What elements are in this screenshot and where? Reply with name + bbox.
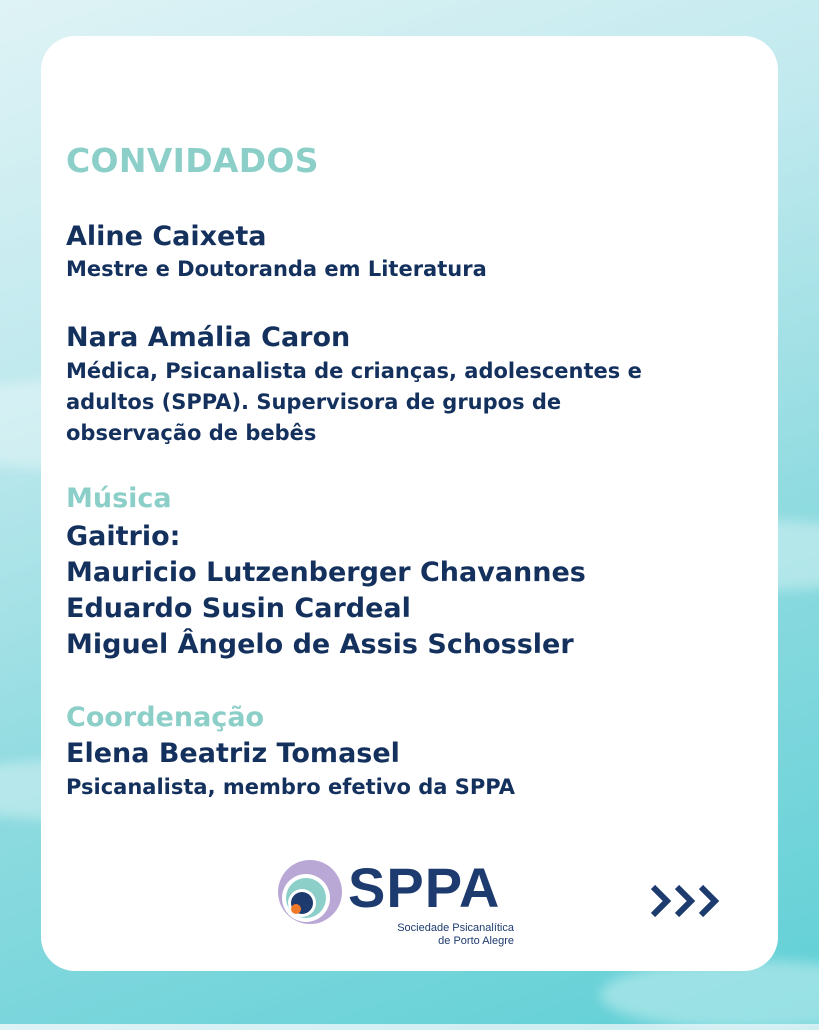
music-member: Mauricio Lutzenberger Chavannes xyxy=(66,557,586,588)
coordination-label: Coordenação xyxy=(66,702,265,733)
music-member: Miguel Ângelo de Assis Schossler xyxy=(66,629,574,660)
coordinator-description: Psicanalista, membro efetivo da SPPA xyxy=(66,775,516,799)
logo-subtitle: Sociedade Psicanalítica xyxy=(397,922,514,934)
page-title: CONVIDADOS xyxy=(66,141,319,180)
music-label: Música xyxy=(66,483,172,514)
logo-subtitle: de Porto Alegre xyxy=(438,935,514,947)
guest-description: Mestre e Doutoranda em Literatura xyxy=(66,257,487,281)
sppa-logo xyxy=(276,854,536,954)
chevron-triple-right-icon[interactable] xyxy=(649,881,729,921)
logo-wordmark: SPPA xyxy=(348,856,501,919)
music-group: Gaitrio: xyxy=(66,521,181,552)
content-card xyxy=(41,36,778,971)
guest-name: Nara Amália Caron xyxy=(66,322,351,353)
guest-description: observação de bebês xyxy=(66,421,317,445)
guest-name: Aline Caixeta xyxy=(66,221,267,252)
music-member: Eduardo Susin Cardeal xyxy=(66,593,411,624)
coordinator-name: Elena Beatriz Tomasel xyxy=(66,738,400,769)
spiral-logo-icon xyxy=(276,858,344,926)
guest-description: Médica, Psicanalista de crianças, adolescentes e xyxy=(66,359,642,383)
guest-description: adultos (SPPA). Supervisora de grupos de xyxy=(66,390,562,414)
